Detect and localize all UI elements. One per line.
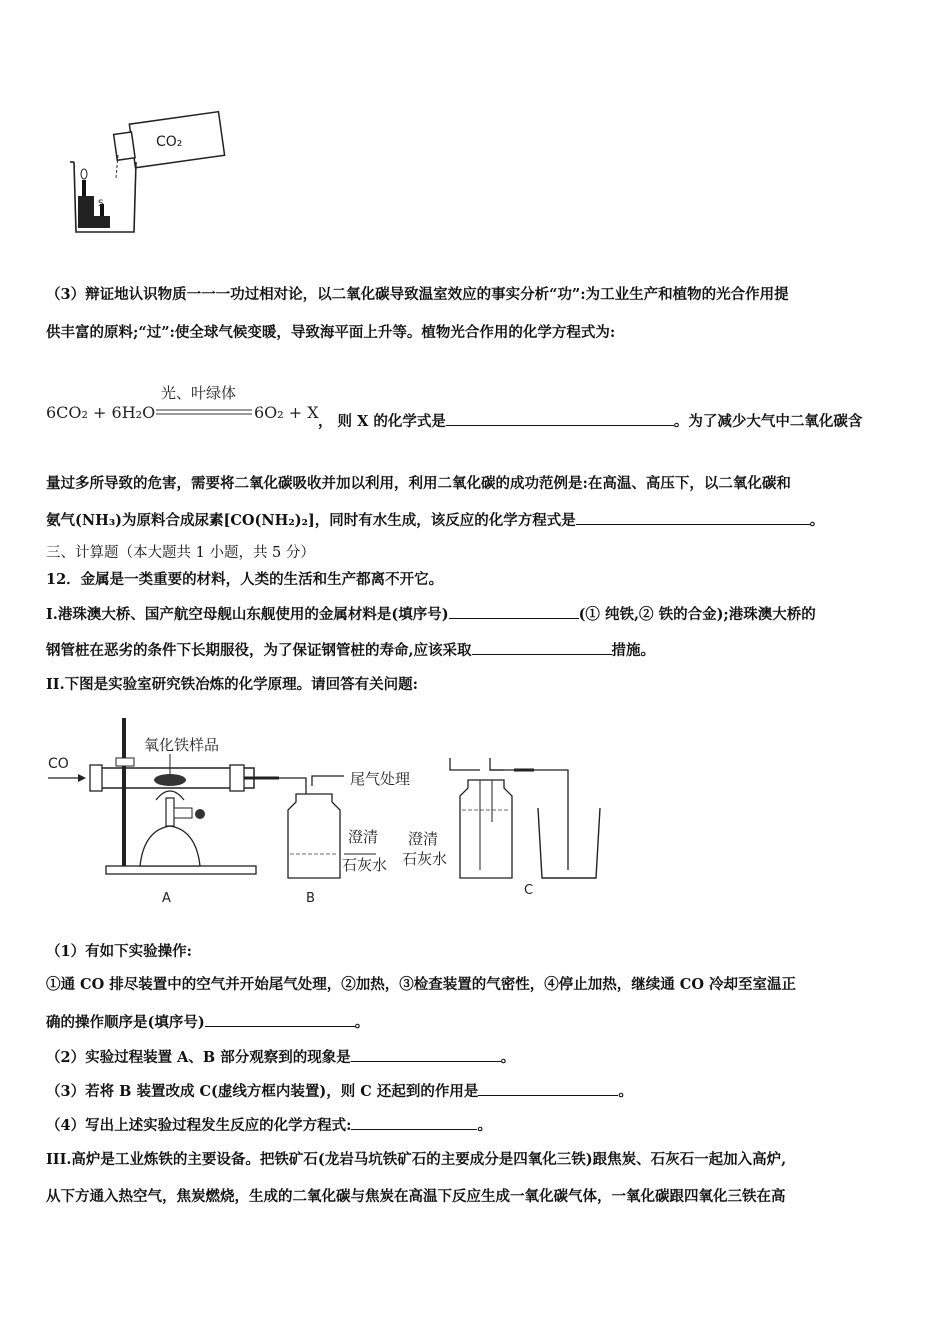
part1-line2b: 措施。 bbox=[611, 642, 656, 659]
bottle-label: CO₂ bbox=[156, 134, 183, 150]
tail-gas-label: 尾气处理 bbox=[350, 770, 411, 788]
q3b-text: 。 bbox=[618, 1083, 633, 1100]
q3-line2: 供丰富的原料;“过”:使全球气候变暖，导致海平面上升等。植物光合作用的化学方程式为: bbox=[46, 324, 616, 341]
part1-line2a: 钢管桩在恶劣的条件下长期服役，为了保证钢管桩的寿命,应该采取 bbox=[46, 642, 472, 659]
equation-condition: 光、叶绿体 bbox=[161, 384, 237, 402]
co-label: CO bbox=[48, 756, 69, 772]
alcohol-lamp bbox=[140, 826, 200, 866]
q3-line4: 量过多所导致的危害，需要将二氧化碳吸收并加以利用，利用二氧化碳的成功范例是:在高温、高压下，以二氧化碳和 bbox=[46, 475, 791, 492]
q4-line bbox=[46, 1115, 492, 1136]
q1-line2b: 。 bbox=[354, 1014, 370, 1031]
q1-line2 bbox=[46, 1012, 369, 1033]
small-label: S bbox=[98, 199, 104, 209]
label-b: B bbox=[306, 891, 315, 906]
q2a: （2）实验过程装置 A、B 部分观察到的现象是 bbox=[46, 1049, 351, 1066]
answer-blank-x[interactable] bbox=[446, 411, 674, 426]
answer-blank-equation[interactable] bbox=[351, 1115, 477, 1130]
q3a-text: （3）若将 B 装置改成 C(虚线方框内装置)，则 C 还起到的作用是 bbox=[46, 1083, 479, 1100]
q3-line3a: ， 则 X 的化学式是 bbox=[318, 413, 446, 430]
q3-line5 bbox=[46, 510, 824, 531]
part3-line2: 从下方通入热空气，焦炭燃烧，生成的二氧化碳与焦炭在高温下反应生成一氧化碳气体，一氧化碳跟四氧化三铁在高 bbox=[46, 1188, 786, 1205]
bottle-b bbox=[288, 794, 340, 878]
answer-blank-material[interactable] bbox=[449, 604, 579, 619]
part1-line1a: I.港珠澳大桥、国产航空母舰山东舰使用的金属材料是(填序号) bbox=[46, 606, 449, 623]
sample-label: 氧化铁样品 bbox=[144, 736, 220, 754]
co2-beaker-figure bbox=[60, 100, 230, 240]
q2-line bbox=[46, 1047, 515, 1068]
label-a: A bbox=[162, 891, 171, 906]
q4b: 。 bbox=[477, 1117, 492, 1134]
q3-line-b bbox=[46, 1081, 633, 1102]
q3-line5b: 。 bbox=[809, 512, 825, 529]
answer-blank-urea[interactable] bbox=[576, 510, 810, 525]
limewater-c-1: 澄清 bbox=[408, 830, 439, 848]
limewater-b-1: 澄清 bbox=[348, 828, 379, 846]
answer-blank-role[interactable] bbox=[478, 1081, 618, 1096]
answer-blank-measure[interactable] bbox=[472, 640, 612, 655]
equation-left: 6CO₂ + 6H₂O bbox=[46, 403, 156, 422]
limewater-b-2: 石灰水 bbox=[342, 856, 388, 874]
q1-title: （1）有如下实验操作: bbox=[46, 943, 192, 960]
part3-line1: III.高炉是工业炼铁的主要设备。把铁矿石(龙岩马坑铁矿石的主要成分是四氧化三铁)跟焦炭、石灰石一起加入高炉, bbox=[46, 1151, 787, 1168]
q3-line5a: 氨气(NH₃)为原料合成尿素[CO(NH₂)₂]，同时有水生成，该反应的化学方程式是 bbox=[46, 512, 576, 529]
beaker-c bbox=[538, 808, 600, 878]
bottle-c bbox=[460, 780, 512, 878]
section-heading: 三、计算题（本大题共 1 小题，共 5 分） bbox=[46, 545, 315, 561]
label-c: C bbox=[524, 883, 534, 898]
q3-line1: （3）辩证地认识物质一一一功过相对论，以二氧化碳导致温室效应的事实分析“功”:为工业生产和植物的光合作用提 bbox=[46, 286, 789, 303]
part1-line1b: (① 纯铁,② 铁的合金);港珠澳大桥的 bbox=[578, 606, 816, 623]
q3-line3b: 。为了减少大气中二氧化碳含 bbox=[673, 413, 863, 430]
q12-title: 12．金属是一类重要的材料，人类的生活和生产都离不开它。 bbox=[46, 571, 444, 588]
part2-intro: II.下图是实验室研究铁冶炼的化学原理。请回答有关问题: bbox=[46, 676, 418, 693]
q1-line2a: 确的操作顺序是(填序号) bbox=[46, 1014, 205, 1031]
iron-smelting-apparatus bbox=[44, 710, 624, 910]
limewater-c-2: 石灰水 bbox=[402, 850, 448, 868]
part1-line1 bbox=[46, 604, 816, 625]
equation-right: 6O₂ + X bbox=[254, 403, 319, 422]
answer-blank-phenomenon[interactable] bbox=[351, 1047, 501, 1062]
q1-line1: ①通 CO 排尽装置中的空气并开始尾气处理，②加热，③检查装置的气密性，④停止加热，继续通 CO 冷却至室温正 bbox=[46, 976, 797, 993]
q4a: （4）写出上述实验过程发生反应的化学方程式: bbox=[46, 1117, 352, 1134]
part1-line2 bbox=[46, 640, 655, 661]
q2b: 。 bbox=[500, 1049, 516, 1066]
q3-line3 bbox=[318, 410, 862, 431]
answer-blank-order[interactable] bbox=[205, 1012, 355, 1027]
